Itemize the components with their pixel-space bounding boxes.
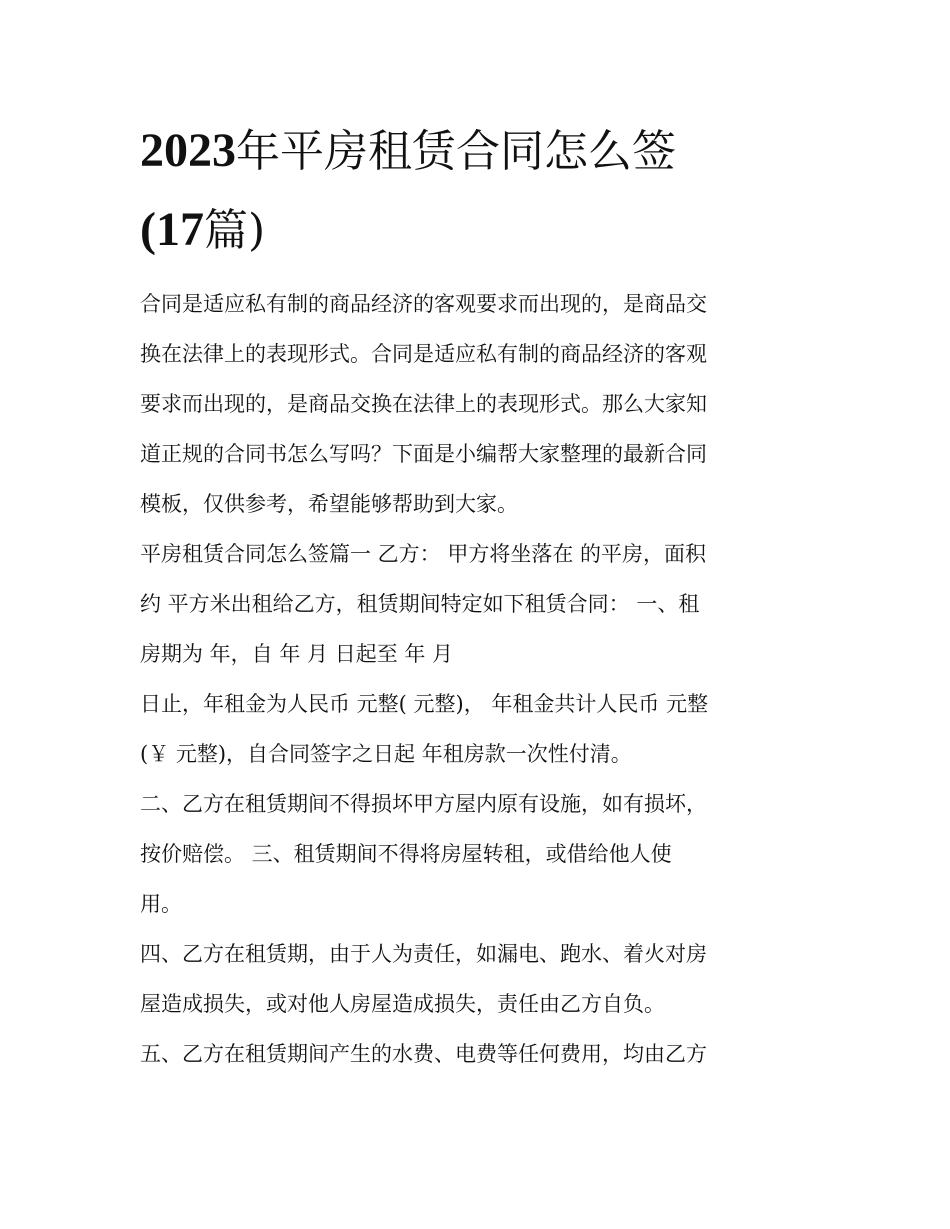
paragraph-intro: 合同是适应私有制的商品经济的客观要求而出现的，是商品交 换在法律上的表现形式。合同是适应私有制的商品经济的客观 要求而出现的，是商品交换在法律上的表现形式。那么大家知 道正规的合同书怎么写吗？下面是小编帮大家整理的最新合同 模板，仅供参考，希望能够帮助到大家。 — [140, 292, 707, 516]
title-count: (17 — [140, 203, 204, 256]
paragraph-clause-2-3: 二、乙方在租赁期间不得损坏甲方屋内原有设施，如有损坏， 按价赔偿。 三、租赁期间不得将房屋转租，或借给他人使 用。 — [140, 792, 707, 916]
document-body — [140, 279, 820, 1079]
paragraph-part-one: 平房租赁合同怎么签篇一 乙方： 甲方将坐落在 的平房，面积 约 平方米出租给乙方，租赁期间特定如下租赁合同： 一、租 房期为 年，自 年 月 日起至 年 月 — [140, 542, 707, 666]
paragraph-clause-4: 四、乙方在租赁期，由于人为责任，如漏电、跑水、着火对房 屋造成损失，或对他人房屋造成损失，责任由乙方自负。 — [140, 942, 707, 1016]
paragraph-clause-5: 五、乙方在租赁期间产生的水费、电费等任何费用，均由乙方 — [140, 1042, 707, 1066]
title-year: 2023 — [140, 124, 236, 177]
title-count-unit: 篇) — [203, 205, 266, 256]
paragraph-rent: 日止，年租金为人民币 元整( 元整)， 年租金共计人民币 元整 (￥ 元整)，自合同签字之日起 年租房款一次性付清。 — [140, 692, 709, 766]
title-main: 年平房租赁合同怎么签 — [236, 126, 676, 177]
document-title — [140, 112, 840, 270]
